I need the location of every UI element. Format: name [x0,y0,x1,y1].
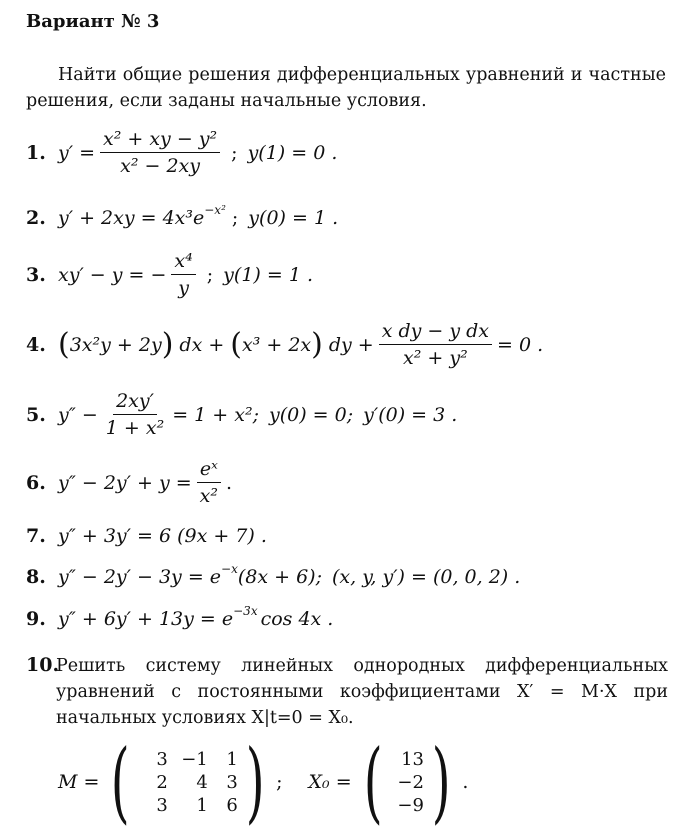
problem-10 [26,652,668,731]
matrix-cell: 3 [226,771,238,793]
problem-9 [26,604,334,630]
initial-condition: y(1) = 1 . [223,263,313,286]
equation-tail: (8x + 6); [237,566,322,588]
equation-lhs: y″ − 2y′ + y = [58,471,192,494]
problem-number: 3. [26,263,46,286]
equation: y″ − 2y′ − 3y = e [58,566,222,588]
equation: y″ + 3y′ = 6 (9x + 7) . [58,525,267,547]
equation: y′ + 2xy = 4x³e [58,207,205,229]
vector-x0 [390,749,424,816]
matrix-cell: 1 [226,748,238,770]
problem-number: 2. [26,207,46,229]
matrix-cell: 3 [156,794,168,816]
end-period: . [226,471,233,494]
denominator: y [178,277,189,299]
term-dy: dy + [328,333,374,356]
matrix-cell: 3 [156,748,168,770]
initial-condition: y(0) = 1 . [248,207,339,229]
exponent: −x² [204,203,226,217]
problem-4: 4. ( 3x²y + 2y ) dx + ( x³ + 2x ) dy + $\frac{\text{x dy − y dx}}{\text{x² + y²}}$ = 0 . [26,320,544,369]
equation-lhs: y′ = [58,141,96,164]
numerator: 2xy′ [113,390,157,415]
equation-rhs: = 0 . [497,333,544,356]
vector-label: X₀ = [308,771,352,793]
problem-7 [26,525,267,547]
vector-cell: −2 [397,771,424,793]
right-paren-icon: ) [245,730,265,833]
denominator: x² + y² [403,347,468,369]
problem-1: 1. y′ = $\frac{\text{x² + xy − y²}}{\text{x² − 2xy}}$ ; y(1) = 0 . [26,128,338,177]
numerator: x² + xy − y² [100,128,220,153]
fraction [171,250,195,299]
matrix-cell: 2 [156,771,168,793]
matrix-cell: 6 [226,794,238,816]
fraction [379,320,492,369]
denominator: 1 + x² [105,417,165,439]
numerator: x dy − y dx [379,320,492,345]
problem-number: 6. [26,471,46,494]
fraction [197,458,221,507]
initial-condition: (x, y, y′) = (0, 0, 2) . [331,566,521,588]
equation-lhs: y″ − [58,403,98,426]
problem-number: 1. [26,141,46,164]
problem-number: 4. [26,333,46,356]
problem-number: 10. [26,654,60,676]
initial-condition: y(1) = 0 . [247,141,338,164]
problem-5 [26,390,457,439]
equation-lhs: xy′ − y = − [58,263,167,286]
denominator: x² − 2xy [120,155,201,177]
exponent: −x [221,562,238,576]
initial-condition-1: y(0) = 0; [269,403,354,426]
variant-title: Вариант № 3 [26,11,160,32]
problem-number: 5. [26,403,46,426]
matrix-m [138,749,238,816]
initial-condition-2: y′(0) = 3 . [363,403,458,426]
equation-rhs: = 1 + x²; [172,403,259,426]
matrix-row: M = ( 3 −1 1 2 4 3 3 1 6 ) ; X₀ = ( 13 −2 −9 ) . [58,730,469,833]
left-paren-icon: ( [363,730,383,833]
term-a: 3x²y + 2y [69,333,162,356]
matrix-cell: 1 [196,794,208,816]
vector-cell: 13 [401,748,424,770]
end-period: . [462,771,469,793]
problem-2: 2. y′ + 2xy = 4x³e $^{-x^2}$ ; y(0) = 1 . [26,203,339,229]
problem-3: 3. xy′ − y = − $\frac{\text{x⁴}}{y}$ ; y(1) = 1 . [26,250,313,299]
right-paren-icon: ) [431,730,451,833]
term-c: x³ + 2x [241,333,312,356]
matrix-cell: −1 [181,748,208,770]
exponent: −3x [233,604,258,618]
problem-10-text: Решить систему линейных однородных дифференциальных уравнений с постоянными коэффициентами X′ = M·X при начальных условиях X|t=0 = X₀. [56,656,668,728]
equation: y″ + 6y′ + 13y = e [58,608,234,630]
problem-6 [26,458,232,507]
instructions: Найти общие решения дифференциальных уравнений и частные решения, если заданы начальные условия. [26,65,666,111]
vector-cell: −9 [397,794,424,816]
problem-number: 8. [26,566,46,588]
denominator: x² [199,485,219,507]
term-dx: dx + [179,333,225,356]
numerator: eˣ [197,458,221,483]
equation-tail: cos 4x . [260,608,334,630]
problem-number: 7. [26,525,46,547]
matrix-cell: 4 [196,771,208,793]
fraction [100,128,220,177]
problem-number: 9. [26,608,46,630]
fraction [103,390,167,439]
problem-8 [26,562,521,588]
left-paren-icon: ( [111,730,131,833]
numerator: x⁴ [171,250,195,275]
matrix-label: M = [58,771,100,793]
